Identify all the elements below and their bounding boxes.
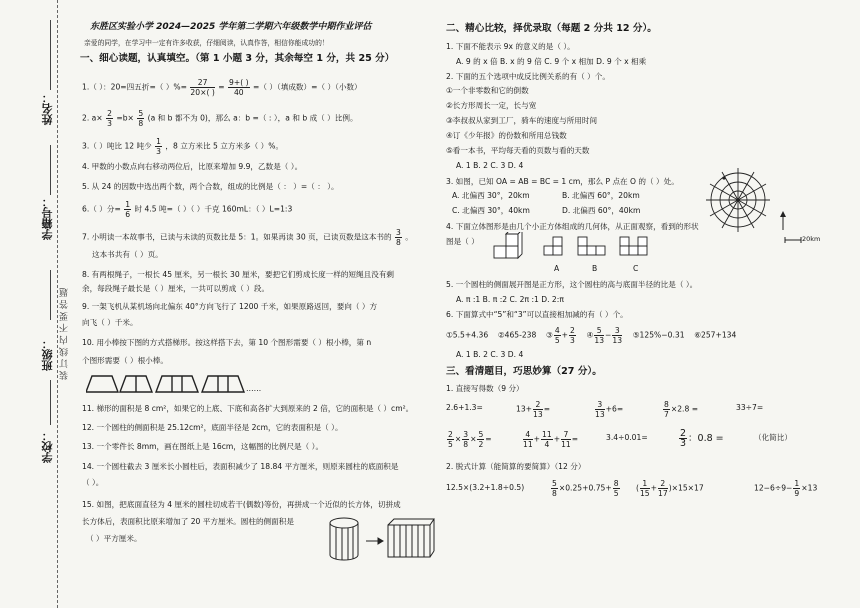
q1-8a: 8. 有两根绳子，一根长 45 厘米，另一根长 30 厘米，要把它们剪成长度一样的短绳且没有剩 <box>82 270 395 279</box>
q1-5: 5. 从 24 的因数中选出两个数，两个合数，组成的比例是（ ： ）=（ ： ）。 <box>82 182 339 191</box>
scale-label: 20km <box>802 235 821 243</box>
class-line <box>50 270 51 320</box>
expr-1: 12.5×(3.2+1.8÷0.5) <box>446 483 525 492</box>
q2-4a: 4. 下面立体图形是由几个小正方体组成的几何体，从正面观察，看到的形状 <box>446 222 699 231</box>
view-option-b <box>578 237 605 255</box>
q2-2-item3: ③李叔叔从家到工厂，骑车的速度与所用时间 <box>446 116 598 125</box>
name-label: 姓名： <box>41 92 54 125</box>
id-line <box>50 145 51 195</box>
view-option-a <box>544 237 562 255</box>
school-line <box>50 380 51 425</box>
q2-2: 2. 下面的五个选项中成反比例关系的有（ ）个。 <box>446 72 610 81</box>
q1-7: 7. 小明读一本故事书，已读与未读的页数比是 5：1。如果再读 30 页，已读页数是这本书的 $\frac{3}{8}$ 。 <box>82 228 413 247</box>
north-arrow-icon <box>776 210 790 232</box>
q2-4b: 图是（ ） <box>446 237 479 246</box>
q1-9a: 9. 一架飞机从某机场向北偏东 40°方向飞行了 1200 千米，如果原路返回，要向（ ）方 <box>82 302 378 311</box>
calc-1-4: $\frac{8}{7}$ ×2.8 = <box>664 400 699 419</box>
q2-2-item1: ①一个非零数和它的倒数 <box>446 86 529 95</box>
q1-14a: 14. 一个圆柱截去 3 厘米长小圆柱后，表面积减少了 18.84 平方厘米，则原来圆柱的底面积是 <box>82 462 399 471</box>
class-label: 班级： <box>41 338 54 371</box>
calc-2-4-note: （化简比） <box>754 433 792 442</box>
calc-1-5: 33÷7= <box>736 403 764 412</box>
exam-title: 东胜区实验小学 2024—2025 学年第二学期六年级数学中期作业评估 <box>90 22 372 32</box>
q2-3-opt-b: B. 北偏西 60°，20km <box>562 191 640 200</box>
calc-2-1: $\frac{2}{5}$ × $\frac{3}{8}$ × $\frac{5}{2}$ = <box>448 430 492 449</box>
q2-5-options: A. π :1 B. π :2 C. 2π :1 D. 2:π <box>456 295 564 304</box>
section1-heading: 一、细心读题，认真填空。（第 1 小题 3 分，其余每空 1 分，共 25 分） <box>80 53 395 64</box>
q2-3: 3. 如图，已知 OA = AB = BC = 1 cm，那么 P 点在 O 的（ ）处。 <box>446 177 679 186</box>
q2-3-opt-a: A. 北偏西 30°，20km <box>452 191 530 200</box>
q1-14b: （ ）。 <box>82 478 104 487</box>
q1-2: 2. a× $\frac{2}{3}$ =b× $\frac{5}{8}$ (a 和 b 都不为 0)，那么 a：b =（ : ），a 和 b 成（ ）比例。 <box>82 109 358 128</box>
seal-line-text: 装 订 线 内 不 要 答 题 <box>60 287 70 380</box>
q2-6-expressions: ①5.5+4.36 ②465-238 ③ $\frac{4}{5}$ + $\frac{2}{3}$ ④ $\frac{5}{13}$ − $\frac{3}{13}$ ⑤125%−0.31 ⑥257+134 <box>446 326 737 345</box>
q2-5: 5. 一个圆柱的侧面展开图是正方形，这个圆柱的高与底面半径的比是（ ）。 <box>446 280 698 289</box>
cylinder-cut-figure <box>326 515 436 563</box>
solid-figure <box>494 232 522 258</box>
q1-15b: 长方体后，表面积比原来增加了 20 平方厘米。圆柱的侧面积是 <box>82 517 294 526</box>
expr-2: $\frac{5}{8}$ ×0.25+0.75+ $\frac{8}{5}$ <box>552 479 619 498</box>
calc-2-2: $\frac{4}{11}$ + $\frac{11}{4}$ + $\frac{7}{11}$ = <box>523 430 579 449</box>
trapezoid-4 <box>202 376 244 392</box>
calc-1-1: 2.6+1.3= <box>446 403 483 412</box>
s3-part2-title: 2. 脱式计算（能简算的要简算）（12 分） <box>446 462 586 471</box>
expr-3: ( $\frac{1}{15}$ + $\frac{2}{17}$ )×15×17 <box>636 479 704 498</box>
calc-2-3: 3.4÷0.01= <box>606 433 648 442</box>
q2-4-label-c: C <box>633 264 639 273</box>
id-label: 学籍号： <box>41 196 54 240</box>
q2-2-item4: ④订《少年报》的份数和所用总钱数 <box>446 131 567 140</box>
school-label: 学校： <box>41 430 54 463</box>
trapezoid-sticks-figure <box>86 372 266 398</box>
q1-11: 11. 梯形的面积是 8 cm²，如果它的上底、下底和高各扩大到原来的 2 倍，它的面积是（ ）cm²。 <box>82 404 414 413</box>
compass-diagram <box>704 166 774 234</box>
section3-heading: 三、看清题目，巧思妙算（27 分）。 <box>446 366 602 377</box>
q1-4: 4. 甲数的小数点向右移动两位后，比原来增加 9.9，乙数是（ ）。 <box>82 162 303 171</box>
calc-2-4: $\frac{2}{3}$ ：0.8 = <box>680 428 724 449</box>
q2-2-item2: ②长方形周长一定，长与宽 <box>446 101 537 110</box>
q1-10b: 个图形需要（ ）根小棒。 <box>82 356 168 365</box>
binding-margin <box>14 0 74 608</box>
trapezoid-1 <box>86 376 118 392</box>
q2-1: 1. 下面不能表示 9x 的意义的是（ ）。 <box>446 42 575 51</box>
seal-dashed-line <box>57 0 58 608</box>
scale-bar <box>784 236 802 244</box>
q1-8b: 余，每段绳子最长是（ ）厘米，一共可以剪成（ ）段。 <box>82 284 270 293</box>
q1-15c: （ ）平方厘米。 <box>86 534 142 543</box>
q1-1: 1.（ ）：20=四五折=（ ）%= $\frac{27}{20\times( )}$ = $\frac{9+( )}{40}$ =（ ）（填成数）=（ ）（小数） <box>82 78 362 97</box>
calc-1-3: $\frac{3}{13}$ +6= <box>595 400 624 419</box>
q2-3-opt-d: D. 北偏西 60°，40km <box>562 206 641 215</box>
q2-1-options: A. 9 的 x 倍 B. x 的 9 倍 C. 9 个 x 相加 D. 9 个 x 相乘 <box>456 57 647 66</box>
section2-heading: 二、精心比较，择优录取（每题 2 分共 12 分）。 <box>446 23 657 34</box>
q2-6: 6. 下面算式中“5”和“3”可以直接相加减的有（ ）个。 <box>446 310 628 319</box>
q1-7-cont: 这本书共有（ ）页。 <box>92 250 163 259</box>
q2-3-opt-c: C. 北偏西 30°，40km <box>452 206 530 215</box>
exam-motto: 亲爱的同学，在学习中一定有许多收获，仔细阅读，认真作答，相信你能成功的！ <box>84 39 329 47</box>
q1-10a: 10. 用小棒按下图的方式搭梯形。按这样搭下去，第 10 个图形需要（ ）根小棒，第 n <box>82 338 372 347</box>
q1-9b: 向飞（ ）千米。 <box>82 318 138 327</box>
trapezoid-3 <box>156 376 198 392</box>
s3-part1-title: 1. 直接写得数（9 分） <box>446 384 524 393</box>
figure-ellipsis: …… <box>246 384 262 393</box>
q2-2-options: A. 1 B. 2 C. 3 D. 4 <box>456 161 524 170</box>
q1-6: 6.（ ）分= $\frac{1}{6}$ 时 4.5 吨=（ ）（ ）千克 160mL：（ ）L=1:3 <box>82 200 293 219</box>
name-line <box>50 20 51 90</box>
view-option-c <box>620 237 647 255</box>
calc-1-2: 13+ $\frac{2}{13}$ = <box>516 400 551 419</box>
q2-2-item5: ⑤看一本书，平均每天看的页数与看的天数 <box>446 146 590 155</box>
q2-4-label-a: A <box>554 264 560 273</box>
q1-15a: 15. 如图，把底面直径为 4 厘米的圆柱切成若干(偶数)等份，再拼成一个近似的长方体，切拼成 <box>82 500 401 509</box>
q1-3: 3.（ ）吨比 12 吨少 $\frac{1}{3}$ ，8 立方米比 5 立方米多（ ）%。 <box>82 137 284 156</box>
expr-4: 12−6÷9− $\frac{1}{9}$ ×13 <box>754 479 818 498</box>
cube-figures <box>492 232 652 264</box>
q1-13: 13. 一个零件长 8mm，画在图纸上是 16cm，这幅图的比例尺是（ ）。 <box>82 442 324 451</box>
q2-4-label-b: B <box>592 264 598 273</box>
q1-12: 12. 一个圆柱的侧面积是 25.12cm²，底面半径是 2cm，它的表面积是（ ）。 <box>82 423 343 432</box>
q2-6-options: A. 1 B. 2 C. 3 D. 4 <box>456 350 524 359</box>
